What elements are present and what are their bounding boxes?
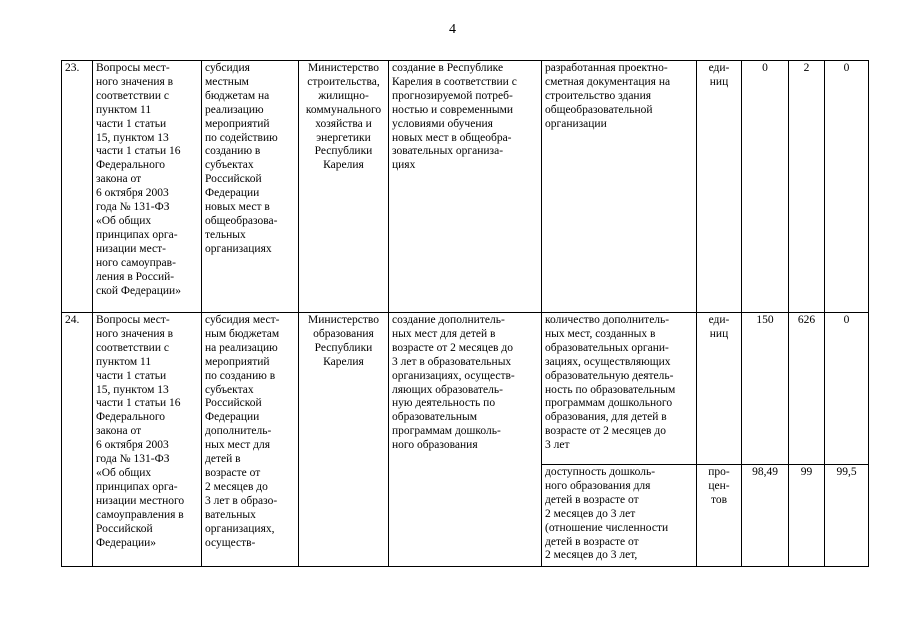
ministry-cell: Министерство строительства, жилищно- коммунального хозяйства и энергетики Республики Карелия xyxy=(299,61,389,313)
table-row xyxy=(62,61,869,313)
value-cell-2: 2 xyxy=(789,61,825,313)
value-cell-1: 98,49 xyxy=(742,465,789,567)
subsidy-form-cell: субсидия мест- ным бюджетам на реализацию мероприятий по созданию в субъектах Российской Федерации дополнитель- ных мест для детей в возрасте от 2 месяцев до 3 лет в образо- вательных организациях, осуществ- xyxy=(202,313,299,567)
value-cell-1: 150 xyxy=(742,313,789,465)
value-cell-3: 0 xyxy=(825,313,869,465)
row-number: 24. xyxy=(62,313,93,567)
table-row xyxy=(62,313,869,465)
ministry-cell: Министерство образования Республики Карелия xyxy=(299,313,389,567)
value-cell-3: 0 xyxy=(825,61,869,313)
local-question-cell: Вопросы мест- ного значения в соответствии с пунктом 11 части 1 статьи 15, пунктом 13 части 1 статьи 16 Федерального закона от 6 октября 2003 года № 131-ФЗ «Об общих принципах орга- низации местного самоуправления в Российской Федерации» xyxy=(93,313,202,567)
subsidy-table xyxy=(61,60,869,567)
indicator-name-cell: разработанная проектно- сметная документация на строительство здания общеобразовательной организации xyxy=(542,61,697,313)
indicator-unit-cell: еди- ниц xyxy=(697,61,742,313)
indicator-unit-cell: еди- ниц xyxy=(697,313,742,465)
value-cell-1: 0 xyxy=(742,61,789,313)
local-question-cell: Вопросы мест- ного значения в соответствии с пунктом 11 части 1 статьи 15, пунктом 13 части 1 статьи 16 Федерального закона от 6 октября 2003 года № 131-ФЗ «Об общих принципах орга- низации мест- ного самоуправ- ления в Россий- ской Федерации» xyxy=(93,61,202,313)
value-cell-3: 99,5 xyxy=(825,465,869,567)
subsidy-form-cell: субсидия местным бюджетам на реализацию мероприятий по содействию созданию в субъектах Российской Федерации новых мест в общеобразова- тельных организациях xyxy=(202,61,299,313)
value-cell-2: 99 xyxy=(789,465,825,567)
goal-cell: создание в Республике Карелия в соответствии с прогнозируемой потреб- ностью и современными условиями обучения новых мест в общеобра- зовательных организа- циях xyxy=(389,61,542,313)
goal-cell: создание дополнитель- ных мест для детей в возрасте от 2 месяцев до 3 лет в образовательных организациях, осуществ- ляющих образователь- ную деятельность по образовательным программам дошколь- ного образования xyxy=(389,313,542,567)
indicator-name-cell: доступность дошколь- ного образования для детей в возрасте от 2 месяцев до 3 лет (отношение численности детей в возрасте от 2 месяцев до 3 лет, xyxy=(542,465,697,567)
page-number: 4 xyxy=(449,22,456,37)
indicator-name-cell: количество дополнитель- ных мест, созданных в образовательных органи- зациях, осуществляющих образовательную деятель- ность по образовательным программам дошкольного образования, для детей в возрасте от 2 месяцев до 3 лет xyxy=(542,313,697,465)
indicator-unit-cell: про- цен- тов xyxy=(697,465,742,567)
row-number: 23. xyxy=(62,61,93,313)
value-cell-2: 626 xyxy=(789,313,825,465)
